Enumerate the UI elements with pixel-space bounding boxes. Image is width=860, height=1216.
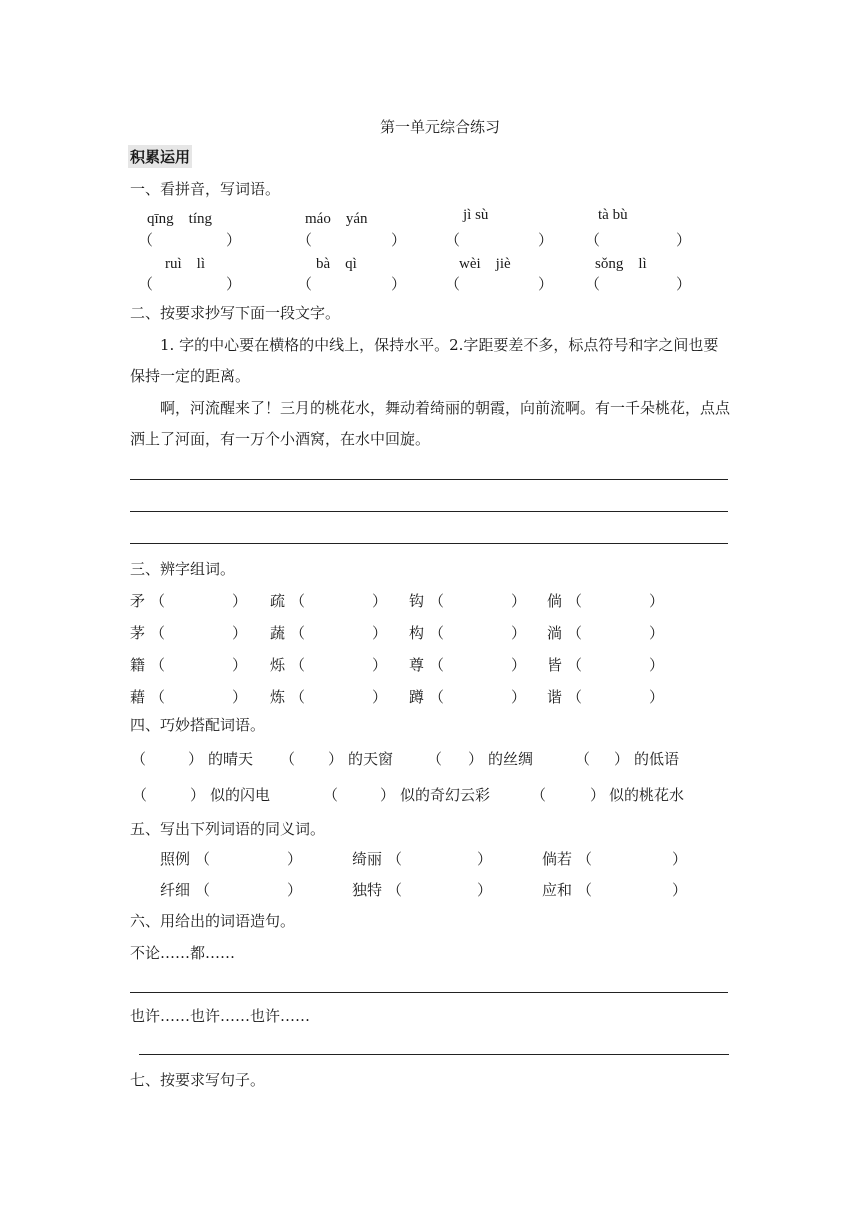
answer-paren-close: ） (649, 656, 665, 674)
answer-paren-close: ） (372, 688, 388, 706)
pinyin: sǒng lì (595, 256, 647, 272)
answer-paren-close: ） (391, 275, 407, 293)
answer-paren-close: ） (649, 688, 665, 706)
answer-paren-close: ） (511, 656, 527, 674)
char: 淌 (547, 624, 563, 642)
answer-paren-close: ） (676, 275, 692, 293)
sentence-prompt: 也许……也许……也许…… (130, 1007, 311, 1025)
phrase: 的丝绸 (488, 750, 534, 768)
answer-paren-close: ） (649, 592, 665, 610)
answer-paren-close: ） (477, 850, 493, 868)
answer-paren-open: （ (150, 592, 166, 610)
answer-paren-close: ） (468, 750, 484, 768)
answer-paren-close: ） (372, 624, 388, 642)
answer-paren-open: （ (531, 786, 547, 804)
section-4-heading: 四、巧妙搭配词语。 (130, 716, 266, 734)
char: 皆 (547, 656, 563, 674)
answer-paren-close: ） (372, 656, 388, 674)
char: 炼 (270, 688, 286, 706)
answer-paren-close: ） (232, 592, 248, 610)
answer-paren-open: （ (429, 592, 445, 610)
answer-paren-close: ） (511, 592, 527, 610)
answer-paren-close: ） (380, 786, 396, 804)
answer-paren-close: ） (538, 275, 554, 293)
writing-line[interactable] (130, 479, 728, 480)
answer-paren-close: ） (614, 750, 630, 768)
char: 倘 (547, 592, 563, 610)
answer-paren-open: （ (445, 231, 461, 249)
char: 蔬 (270, 624, 286, 642)
answer-paren-open: （ (323, 786, 339, 804)
word: 纤细 (160, 881, 191, 899)
answer-paren-open: （ (138, 231, 154, 249)
answer-paren-close: ） (477, 881, 493, 899)
answer-paren-open: （ (297, 275, 313, 293)
phrase: 的晴天 (208, 750, 254, 768)
answer-paren-open: （ (138, 275, 154, 293)
answer-paren-close: ） (649, 624, 665, 642)
answer-paren-open: （ (575, 750, 591, 768)
answer-paren-close: ） (232, 688, 248, 706)
answer-paren-open: （ (290, 656, 306, 674)
answer-paren-open: （ (131, 750, 147, 768)
answer-paren-close: ） (590, 786, 606, 804)
instruction-paragraph: 1. 字的中心要在横格的中线上，保持水平。2.字距要差不多，标点符号和字之间也要保持一定的距离。 (130, 336, 719, 385)
char: 籍 (130, 656, 146, 674)
answer-paren-open: （ (150, 656, 166, 674)
answer-paren-open: （ (280, 750, 296, 768)
pinyin: ruì lì (165, 256, 205, 272)
answer-paren-open: （ (577, 850, 593, 868)
answer-paren-open: （ (290, 688, 306, 706)
writing-line[interactable] (139, 1054, 729, 1055)
answer-paren-open: （ (429, 656, 445, 674)
char: 茅 (130, 624, 146, 642)
answer-paren-open: （ (195, 850, 211, 868)
answer-paren-close: ） (391, 231, 407, 249)
word: 照例 (160, 850, 191, 868)
answer-paren-open: （ (150, 624, 166, 642)
pinyin: máo yán (305, 211, 368, 227)
answer-paren-close: ） (190, 786, 206, 804)
answer-paren-close: ） (287, 850, 303, 868)
answer-paren-close: ） (287, 881, 303, 899)
answer-paren-open: （ (290, 592, 306, 610)
answer-paren-open: （ (585, 275, 601, 293)
phrase: 似的桃花水 (609, 786, 685, 804)
char: 钩 (409, 592, 425, 610)
answer-paren-close: ） (672, 881, 688, 899)
phrase: 的低语 (634, 750, 680, 768)
answer-paren-close: ） (188, 750, 204, 768)
phrase: 的天窗 (348, 750, 394, 768)
char: 谐 (547, 688, 563, 706)
pinyin: qīng tíng (147, 211, 213, 227)
section-tag: 积累运用 (128, 145, 192, 168)
answer-paren-open: （ (567, 592, 583, 610)
word: 应和 (542, 881, 573, 899)
answer-paren-open: （ (427, 750, 443, 768)
char: 构 (409, 624, 425, 642)
answer-paren-close: ） (538, 231, 554, 249)
section-1-heading: 一、看拼音，写词语。 (130, 180, 281, 198)
section-3-heading: 三、辨字组词。 (130, 560, 236, 578)
char: 矛 (130, 592, 146, 610)
answer-paren-close: ） (676, 231, 692, 249)
word: 独特 (352, 881, 383, 899)
phrase: 似的闪电 (210, 786, 271, 804)
pinyin: bà qì (316, 256, 357, 272)
section-6-heading: 六、用给出的词语造句。 (130, 912, 296, 930)
answer-paren-open: （ (132, 786, 148, 804)
answer-paren-open: （ (429, 688, 445, 706)
writing-line[interactable] (130, 511, 728, 512)
answer-paren-open: （ (585, 231, 601, 249)
answer-paren-close: ） (372, 592, 388, 610)
pinyin: jì sù (463, 207, 489, 223)
writing-line[interactable] (130, 543, 728, 544)
answer-paren-open: （ (567, 688, 583, 706)
answer-paren-close: ） (511, 688, 527, 706)
answer-paren-open: （ (445, 275, 461, 293)
answer-paren-close: ） (672, 850, 688, 868)
phrase: 似的奇幻云彩 (400, 786, 491, 804)
answer-paren-close: ） (328, 750, 344, 768)
answer-paren-open: （ (429, 624, 445, 642)
char: 烁 (270, 656, 286, 674)
pinyin: tà bù (598, 207, 628, 223)
answer-paren-open: （ (297, 231, 313, 249)
answer-paren-open: （ (567, 656, 583, 674)
answer-paren-open: （ (577, 881, 593, 899)
pinyin: wèi jiè (459, 256, 511, 272)
copy-passage: 啊，河流醒来了！三月的桃花水，舞动着绮丽的朝霞，向前流啊。有一千朵桃花，点点洒上了河面，有一万个小酒窝，在水中回旋。 (130, 399, 731, 448)
char: 蹲 (409, 688, 425, 706)
answer-paren-open: （ (290, 624, 306, 642)
word: 绮丽 (352, 850, 383, 868)
answer-paren-close: ） (511, 624, 527, 642)
sentence-prompt: 不论……都…… (130, 944, 236, 962)
answer-paren-open: （ (150, 688, 166, 706)
answer-paren-open: （ (387, 881, 403, 899)
section-7-heading: 七、按要求写句子。 (130, 1071, 266, 1089)
char: 疏 (270, 592, 286, 610)
section-5-heading: 五、写出下列词语的同义词。 (130, 820, 326, 838)
char: 藉 (130, 688, 146, 706)
writing-line[interactable] (130, 992, 728, 993)
word: 倘若 (542, 850, 573, 868)
section-2-heading: 二、按要求抄写下面一段文字。 (130, 304, 341, 322)
answer-paren-close: ） (226, 275, 242, 293)
answer-paren-open: （ (567, 624, 583, 642)
answer-paren-open: （ (195, 881, 211, 899)
page-title: 第一单元综合练习 (380, 118, 501, 136)
answer-paren-open: （ (387, 850, 403, 868)
answer-paren-close: ） (226, 231, 242, 249)
char: 尊 (409, 656, 425, 674)
answer-paren-close: ） (232, 656, 248, 674)
answer-paren-close: ） (232, 624, 248, 642)
